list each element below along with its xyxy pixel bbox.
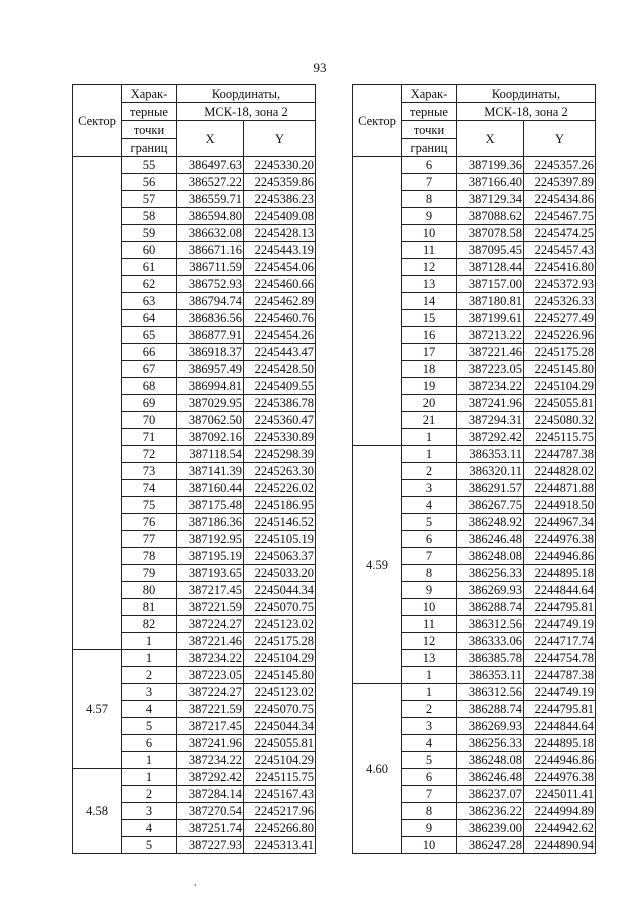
point-cell: 7 [402, 786, 457, 803]
y-cell: 2244828.02 [524, 463, 596, 480]
point-cell: 4 [122, 701, 177, 718]
x-cell: 386752.93 [177, 276, 244, 293]
x-cell: 387141.39 [177, 463, 244, 480]
y-cell: 2245044.34 [244, 582, 316, 599]
y-cell: 2245298.39 [244, 446, 316, 463]
point-cell: 4 [402, 735, 457, 752]
x-cell: 387157.00 [457, 276, 524, 293]
x-cell: 386711.59 [177, 259, 244, 276]
point-cell: 66 [122, 344, 177, 361]
point-cell: 9 [402, 208, 457, 225]
page-number: 93 [313, 60, 327, 75]
x-cell: 386385.78 [457, 650, 524, 667]
sector-cell: 4.59 [353, 446, 402, 684]
y-cell: 2244844.64 [524, 718, 596, 735]
y-cell: 2244754.78 [524, 650, 596, 667]
y-cell: 2245330.20 [244, 157, 316, 174]
point-header-line-3: точки [402, 121, 457, 139]
point-cell: 19 [402, 378, 457, 395]
point-cell: 56 [122, 174, 177, 191]
y-cell: 2245105.19 [244, 531, 316, 548]
y-cell: 2245266.80 [244, 820, 316, 837]
x-cell: 387195.19 [177, 548, 244, 565]
point-cell: 75 [122, 497, 177, 514]
y-cell: 2244749.19 [524, 616, 596, 633]
y-cell: 2245175.28 [244, 633, 316, 650]
table-row [353, 446, 596, 463]
x-cell: 386527.22 [177, 174, 244, 191]
y-cell: 2245055.81 [524, 395, 596, 412]
y-cell: 2245360.47 [244, 412, 316, 429]
point-cell: 13 [402, 276, 457, 293]
x-cell: 386288.74 [457, 599, 524, 616]
point-header-line-2: терные [122, 103, 177, 121]
y-cell: 2245104.29 [244, 650, 316, 667]
y-cell: 2245063.37 [244, 548, 316, 565]
y-cell: 2244749.19 [524, 684, 596, 701]
point-cell: 62 [122, 276, 177, 293]
point-cell: 12 [402, 259, 457, 276]
point-cell: 1 [122, 769, 177, 786]
x-cell: 386312.56 [457, 684, 524, 701]
point-cell: 1 [122, 650, 177, 667]
y-cell: 2244976.38 [524, 531, 596, 548]
x-cell: 387029.95 [177, 395, 244, 412]
y-cell: 2244946.86 [524, 752, 596, 769]
table-row [73, 157, 316, 174]
y-header: Y [524, 121, 596, 157]
point-cell: 21 [402, 412, 457, 429]
x-cell: 386957.49 [177, 361, 244, 378]
x-cell: 386794.74 [177, 293, 244, 310]
point-cell: 1 [402, 446, 457, 463]
point-cell: 8 [402, 565, 457, 582]
x-cell: 386320.11 [457, 463, 524, 480]
y-cell: 2244918.50 [524, 497, 596, 514]
point-cell: 13 [402, 650, 457, 667]
x-cell: 387078.58 [457, 225, 524, 242]
point-cell: 60 [122, 242, 177, 259]
x-cell: 386267.75 [457, 497, 524, 514]
y-cell: 2245460.66 [244, 276, 316, 293]
coords-header-line-1: Координаты, [177, 85, 316, 103]
sector-cell: 4.57 [73, 650, 122, 769]
x-cell: 386248.08 [457, 752, 524, 769]
point-cell: 72 [122, 446, 177, 463]
point-cell: 15 [402, 310, 457, 327]
y-cell: 2245123.02 [244, 616, 316, 633]
y-cell: 2245044.34 [244, 718, 316, 735]
point-cell: 4 [122, 820, 177, 837]
x-cell: 387186.36 [177, 514, 244, 531]
x-cell: 387180.81 [457, 293, 524, 310]
point-cell: 6 [402, 531, 457, 548]
point-cell: 1 [122, 633, 177, 650]
point-cell: 7 [402, 548, 457, 565]
point-cell: 5 [122, 718, 177, 735]
x-cell: 387221.46 [177, 633, 244, 650]
point-cell: 64 [122, 310, 177, 327]
table-row [73, 650, 316, 667]
y-cell: 2245454.06 [244, 259, 316, 276]
y-cell: 2245313.41 [244, 837, 316, 854]
x-cell: 386918.37 [177, 344, 244, 361]
point-cell: 2 [402, 463, 457, 480]
point-cell: 16 [402, 327, 457, 344]
point-header-line-3: точки [122, 121, 177, 139]
coords-header-line-2: МСК-18, зона 2 [457, 103, 596, 121]
y-cell: 2245454.26 [244, 327, 316, 344]
x-cell: 387175.48 [177, 497, 244, 514]
x-cell: 387224.27 [177, 684, 244, 701]
point-cell: 8 [402, 803, 457, 820]
x-cell: 386353.11 [457, 446, 524, 463]
x-cell: 387241.96 [177, 735, 244, 752]
y-cell: 2245055.81 [244, 735, 316, 752]
point-cell: 61 [122, 259, 177, 276]
sector-cell: 4.60 [353, 684, 402, 854]
point-cell: 1 [402, 429, 457, 446]
x-cell: 386246.48 [457, 531, 524, 548]
x-cell: 386248.92 [457, 514, 524, 531]
y-cell: 2245434.86 [524, 191, 596, 208]
x-cell: 386248.08 [457, 548, 524, 565]
point-cell: 8 [402, 191, 457, 208]
x-header: X [177, 121, 244, 157]
point-cell: 63 [122, 293, 177, 310]
x-cell: 387062.50 [177, 412, 244, 429]
point-header-line-4: границ [122, 139, 177, 157]
point-cell: 3 [402, 718, 457, 735]
x-cell: 386632.08 [177, 225, 244, 242]
point-cell: 9 [402, 582, 457, 599]
y-cell: 2245474.25 [524, 225, 596, 242]
y-cell: 2245443.47 [244, 344, 316, 361]
x-cell: 386994.81 [177, 378, 244, 395]
point-cell: 79 [122, 565, 177, 582]
y-cell: 2245123.02 [244, 684, 316, 701]
y-cell: 2244942.62 [524, 820, 596, 837]
y-cell: 2244967.34 [524, 514, 596, 531]
x-cell: 386288.74 [457, 701, 524, 718]
y-cell: 2245330.89 [244, 429, 316, 446]
y-cell: 2245462.89 [244, 293, 316, 310]
y-cell: 2245277.49 [524, 310, 596, 327]
x-cell: 387088.62 [457, 208, 524, 225]
point-cell: 14 [402, 293, 457, 310]
y-cell: 2245416.80 [524, 259, 596, 276]
x-cell: 387221.59 [177, 599, 244, 616]
point-cell: 1 [122, 752, 177, 769]
x-cell: 387234.22 [177, 752, 244, 769]
x-cell: 387129.34 [457, 191, 524, 208]
point-cell: 76 [122, 514, 177, 531]
x-cell: 386877.91 [177, 327, 244, 344]
point-cell: 68 [122, 378, 177, 395]
point-cell: 17 [402, 344, 457, 361]
x-cell: 387166.40 [457, 174, 524, 191]
point-cell: 4 [402, 497, 457, 514]
y-cell: 2245115.75 [244, 769, 316, 786]
x-cell: 387193.65 [177, 565, 244, 582]
y-cell: 2245186.95 [244, 497, 316, 514]
point-cell: 11 [402, 242, 457, 259]
point-cell: 11 [402, 616, 457, 633]
scan-mark: , [194, 877, 197, 888]
x-cell: 386237.07 [457, 786, 524, 803]
x-cell: 386836.56 [177, 310, 244, 327]
coordinates-table-left [72, 84, 316, 854]
x-cell: 387092.16 [177, 429, 244, 446]
table-row [353, 684, 596, 701]
y-cell: 2245263.30 [244, 463, 316, 480]
x-cell: 387251.74 [177, 820, 244, 837]
x-cell: 386312.56 [457, 616, 524, 633]
x-header: X [457, 121, 524, 157]
y-cell: 2245357.26 [524, 157, 596, 174]
point-cell: 7 [402, 174, 457, 191]
x-cell: 386236.22 [457, 803, 524, 820]
y-cell: 2245115.75 [524, 429, 596, 446]
y-cell: 2245397.89 [524, 174, 596, 191]
point-cell: 20 [402, 395, 457, 412]
y-cell: 2245428.50 [244, 361, 316, 378]
point-cell: 10 [402, 599, 457, 616]
x-cell: 387234.22 [177, 650, 244, 667]
y-cell: 2245428.13 [244, 225, 316, 242]
x-cell: 387118.54 [177, 446, 244, 463]
y-cell: 2244787.38 [524, 446, 596, 463]
point-cell: 5 [122, 837, 177, 854]
x-cell: 387294.31 [457, 412, 524, 429]
point-cell: 77 [122, 531, 177, 548]
point-cell: 82 [122, 616, 177, 633]
x-cell: 387223.05 [177, 667, 244, 684]
point-cell: 59 [122, 225, 177, 242]
x-cell: 387095.45 [457, 242, 524, 259]
point-header-line-2: терные [402, 103, 457, 121]
x-cell: 386333.06 [457, 633, 524, 650]
x-cell: 386269.93 [457, 718, 524, 735]
x-cell: 387128.44 [457, 259, 524, 276]
x-cell: 387270.54 [177, 803, 244, 820]
x-cell: 386256.33 [457, 565, 524, 582]
point-cell: 2 [122, 786, 177, 803]
coords-header-line-1: Координаты, [457, 85, 596, 103]
x-cell: 386353.11 [457, 667, 524, 684]
y-cell: 2244946.86 [524, 548, 596, 565]
x-cell: 387199.36 [457, 157, 524, 174]
x-cell: 387221.46 [457, 344, 524, 361]
y-cell: 2245033.20 [244, 565, 316, 582]
x-cell: 387224.27 [177, 616, 244, 633]
sector-cell [353, 157, 402, 446]
y-cell: 2244895.18 [524, 735, 596, 752]
point-header-line-1: Харак- [402, 85, 457, 103]
point-cell: 74 [122, 480, 177, 497]
x-cell: 387234.22 [457, 378, 524, 395]
y-cell: 2244890.94 [524, 837, 596, 854]
point-cell: 65 [122, 327, 177, 344]
y-cell: 2245226.96 [524, 327, 596, 344]
y-cell: 2245226.02 [244, 480, 316, 497]
y-header: Y [244, 121, 316, 157]
point-cell: 1 [402, 667, 457, 684]
point-cell: 81 [122, 599, 177, 616]
point-header-line-1: Харак- [122, 85, 177, 103]
point-cell: 6 [402, 769, 457, 786]
y-cell: 2245104.29 [244, 752, 316, 769]
point-cell: 5 [402, 752, 457, 769]
x-cell: 387192.95 [177, 531, 244, 548]
x-cell: 386269.93 [457, 582, 524, 599]
y-cell: 2245011.41 [524, 786, 596, 803]
point-cell: 3 [122, 684, 177, 701]
y-cell: 2245359.86 [244, 174, 316, 191]
x-cell: 386559.71 [177, 191, 244, 208]
point-cell: 67 [122, 361, 177, 378]
x-cell: 386239.00 [457, 820, 524, 837]
point-cell: 73 [122, 463, 177, 480]
x-cell: 387292.42 [457, 429, 524, 446]
x-cell: 387223.05 [457, 361, 524, 378]
point-cell: 12 [402, 633, 457, 650]
point-cell: 57 [122, 191, 177, 208]
x-cell: 387221.59 [177, 701, 244, 718]
x-cell: 386246.48 [457, 769, 524, 786]
point-cell: 10 [402, 837, 457, 854]
x-cell: 386256.33 [457, 735, 524, 752]
y-cell: 2244795.81 [524, 701, 596, 718]
y-cell: 2245409.55 [244, 378, 316, 395]
x-cell: 387227.93 [177, 837, 244, 854]
x-cell: 387217.45 [177, 718, 244, 735]
y-cell: 2245080.32 [524, 412, 596, 429]
y-cell: 2245443.19 [244, 242, 316, 259]
y-cell: 2245372.93 [524, 276, 596, 293]
point-cell: 6 [122, 735, 177, 752]
y-cell: 2245217.96 [244, 803, 316, 820]
point-cell: 10 [402, 225, 457, 242]
y-cell: 2244976.38 [524, 769, 596, 786]
sector-cell: 4.58 [73, 769, 122, 854]
y-cell: 2245167.43 [244, 786, 316, 803]
y-cell: 2245145.80 [524, 361, 596, 378]
y-cell: 2245145.80 [244, 667, 316, 684]
x-cell: 386247.28 [457, 837, 524, 854]
y-cell: 2245457.43 [524, 242, 596, 259]
y-cell: 2245070.75 [244, 599, 316, 616]
point-cell: 58 [122, 208, 177, 225]
x-cell: 387217.45 [177, 582, 244, 599]
point-cell: 6 [402, 157, 457, 174]
x-cell: 387241.96 [457, 395, 524, 412]
x-cell: 386497.63 [177, 157, 244, 174]
point-cell: 3 [122, 803, 177, 820]
point-cell: 5 [402, 514, 457, 531]
y-cell: 2244895.18 [524, 565, 596, 582]
point-cell: 3 [402, 480, 457, 497]
x-cell: 386671.16 [177, 242, 244, 259]
y-cell: 2244787.38 [524, 667, 596, 684]
sector-header: Сектор [73, 85, 122, 157]
y-cell: 2245409.08 [244, 208, 316, 225]
point-cell: 1 [402, 684, 457, 701]
y-cell: 2245386.78 [244, 395, 316, 412]
point-cell: 70 [122, 412, 177, 429]
y-cell: 2245070.75 [244, 701, 316, 718]
sector-cell [73, 157, 122, 650]
y-cell: 2244994.89 [524, 803, 596, 820]
point-cell: 80 [122, 582, 177, 599]
y-cell: 2245467.75 [524, 208, 596, 225]
y-cell: 2245326.33 [524, 293, 596, 310]
y-cell: 2245175.28 [524, 344, 596, 361]
x-cell: 387199.61 [457, 310, 524, 327]
point-cell: 71 [122, 429, 177, 446]
y-cell: 2245104.29 [524, 378, 596, 395]
sector-header: Сектор [353, 85, 402, 157]
point-cell: 18 [402, 361, 457, 378]
point-cell: 55 [122, 157, 177, 174]
y-cell: 2245146.52 [244, 514, 316, 531]
point-cell: 69 [122, 395, 177, 412]
x-cell: 386594.80 [177, 208, 244, 225]
y-cell: 2244871.88 [524, 480, 596, 497]
point-cell: 2 [402, 701, 457, 718]
x-cell: 387160.44 [177, 480, 244, 497]
point-header-line-4: границ [402, 139, 457, 157]
y-cell: 2245460.76 [244, 310, 316, 327]
point-cell: 78 [122, 548, 177, 565]
coordinates-table-right [352, 84, 596, 854]
y-cell: 2244795.81 [524, 599, 596, 616]
table-row [73, 769, 316, 786]
x-cell: 387292.42 [177, 769, 244, 786]
coords-header-line-2: МСК-18, зона 2 [177, 103, 316, 121]
y-cell: 2244844.64 [524, 582, 596, 599]
y-cell: 2244717.74 [524, 633, 596, 650]
x-cell: 387213.22 [457, 327, 524, 344]
point-cell: 9 [402, 820, 457, 837]
y-cell: 2245386.23 [244, 191, 316, 208]
table-row [353, 157, 596, 174]
x-cell: 387284.14 [177, 786, 244, 803]
point-cell: 2 [122, 667, 177, 684]
x-cell: 386291.57 [457, 480, 524, 497]
